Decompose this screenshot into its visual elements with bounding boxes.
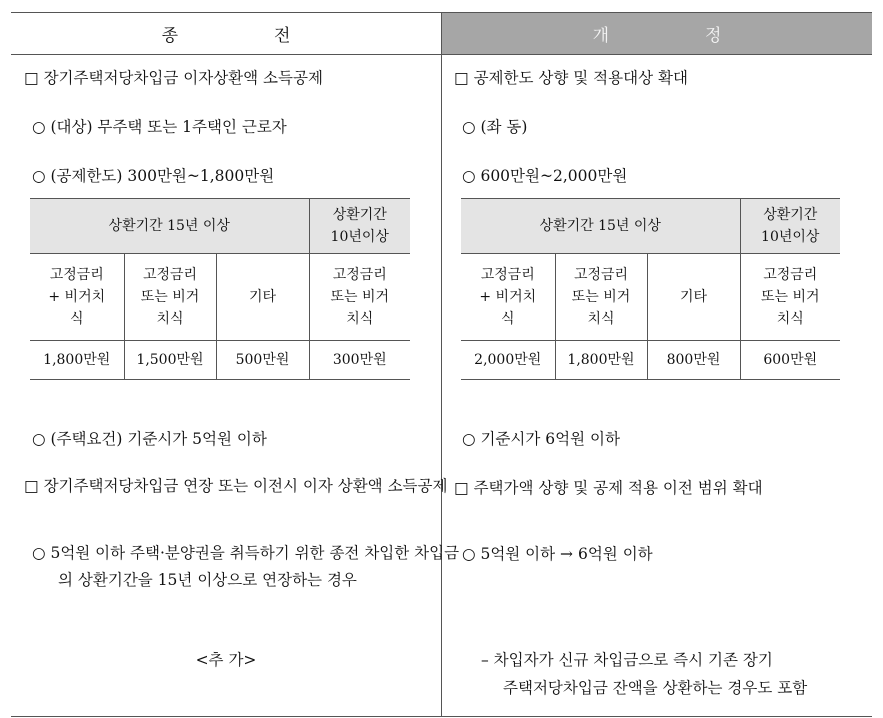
left-house-req: ○ (주택요건) 기준시가 5억원 이하	[32, 430, 267, 448]
left-table-val-1: 1,800만원	[30, 341, 124, 380]
right-table-val-4: 600만원	[740, 341, 840, 380]
left-target: ○ (대상) 무주택 또는 1주택인 근로자	[32, 118, 287, 136]
right-limit-table	[461, 198, 840, 380]
left-table-cat-1: 고정금리 + 비거치식	[30, 254, 124, 341]
column-divider	[441, 12, 442, 716]
right-table-header-10y: 상환기간 10년이상	[740, 199, 840, 254]
left-add-note: <추 가>	[195, 651, 257, 669]
right-table-val-1: 2,000만원	[461, 341, 555, 380]
right-table-cat-1: 고정금리 + 비거치식	[461, 254, 555, 341]
left-extend: ○ 5억원 이하 주택·분양권을 취득하기 위한 종전 차입한 차입금의 상환기간을 15년 이상으로 연장하는 경우	[32, 544, 460, 589]
header-before-char-1: 종	[161, 26, 178, 46]
left-table-header-15y: 상환기간 15년 이상	[30, 199, 309, 254]
left-limit-table	[30, 198, 410, 380]
right-table-val-3: 800만원	[647, 341, 740, 380]
right-extend: ○ 5억원 이하 → 6억원 이하	[462, 545, 653, 563]
left-table-cat-4: 고정금리 또는 비거치식	[309, 254, 410, 341]
header-before	[11, 13, 441, 55]
left-table-cat-3: 기타	[216, 254, 309, 341]
left-table-val-2: 1,500만원	[124, 341, 216, 380]
bottom-rule	[11, 716, 872, 717]
left-section2-title: □ 장기주택저당차입금 연장 또는 이전시 이자 상환액 소득공제	[24, 477, 448, 495]
right-section2-title: □ 주택가액 상향 및 공제 적용 이전 범위 확대	[454, 479, 763, 497]
right-table-cat-2: 고정금리 또는 비거치식	[555, 254, 647, 341]
right-note-line-1: – 차입자가 신규 차입금으로 즉시 기존 장기	[481, 651, 773, 669]
right-section1-title: □ 공제한도 상향 및 적용대상 확대	[454, 69, 688, 87]
left-section1-title: □ 장기주택저당차입금 이자상환액 소득공제	[24, 69, 323, 87]
left-table-cat-2: 고정금리 또는 비거치식	[124, 254, 216, 341]
left-table-val-3: 500만원	[216, 341, 309, 380]
right-table-cat-3: 기타	[647, 254, 740, 341]
left-limit: ○ (공제한도) 300만원~1,800만원	[32, 167, 275, 185]
header-after-char-2: 정	[705, 26, 722, 46]
right-table-header-15y: 상환기간 15년 이상	[461, 199, 740, 254]
right-limit: ○ 600만원~2,000만원	[462, 167, 628, 185]
right-note-line-2: 주택저당차입금 잔액을 상환하는 경우도 포함	[503, 679, 808, 697]
header-after-char-1: 개	[592, 26, 609, 46]
left-table-header-10y: 상환기간 10년이상	[309, 199, 410, 254]
header-before-char-2: 전	[274, 26, 291, 46]
left-table-val-4: 300만원	[309, 341, 410, 380]
header-after	[442, 13, 872, 55]
right-table-val-2: 1,800만원	[555, 341, 647, 380]
right-table-cat-4: 고정금리 또는 비거치식	[740, 254, 840, 341]
right-target: ○ (좌 동)	[462, 118, 528, 136]
right-house-req: ○ 기준시가 6억원 이하	[462, 430, 620, 448]
